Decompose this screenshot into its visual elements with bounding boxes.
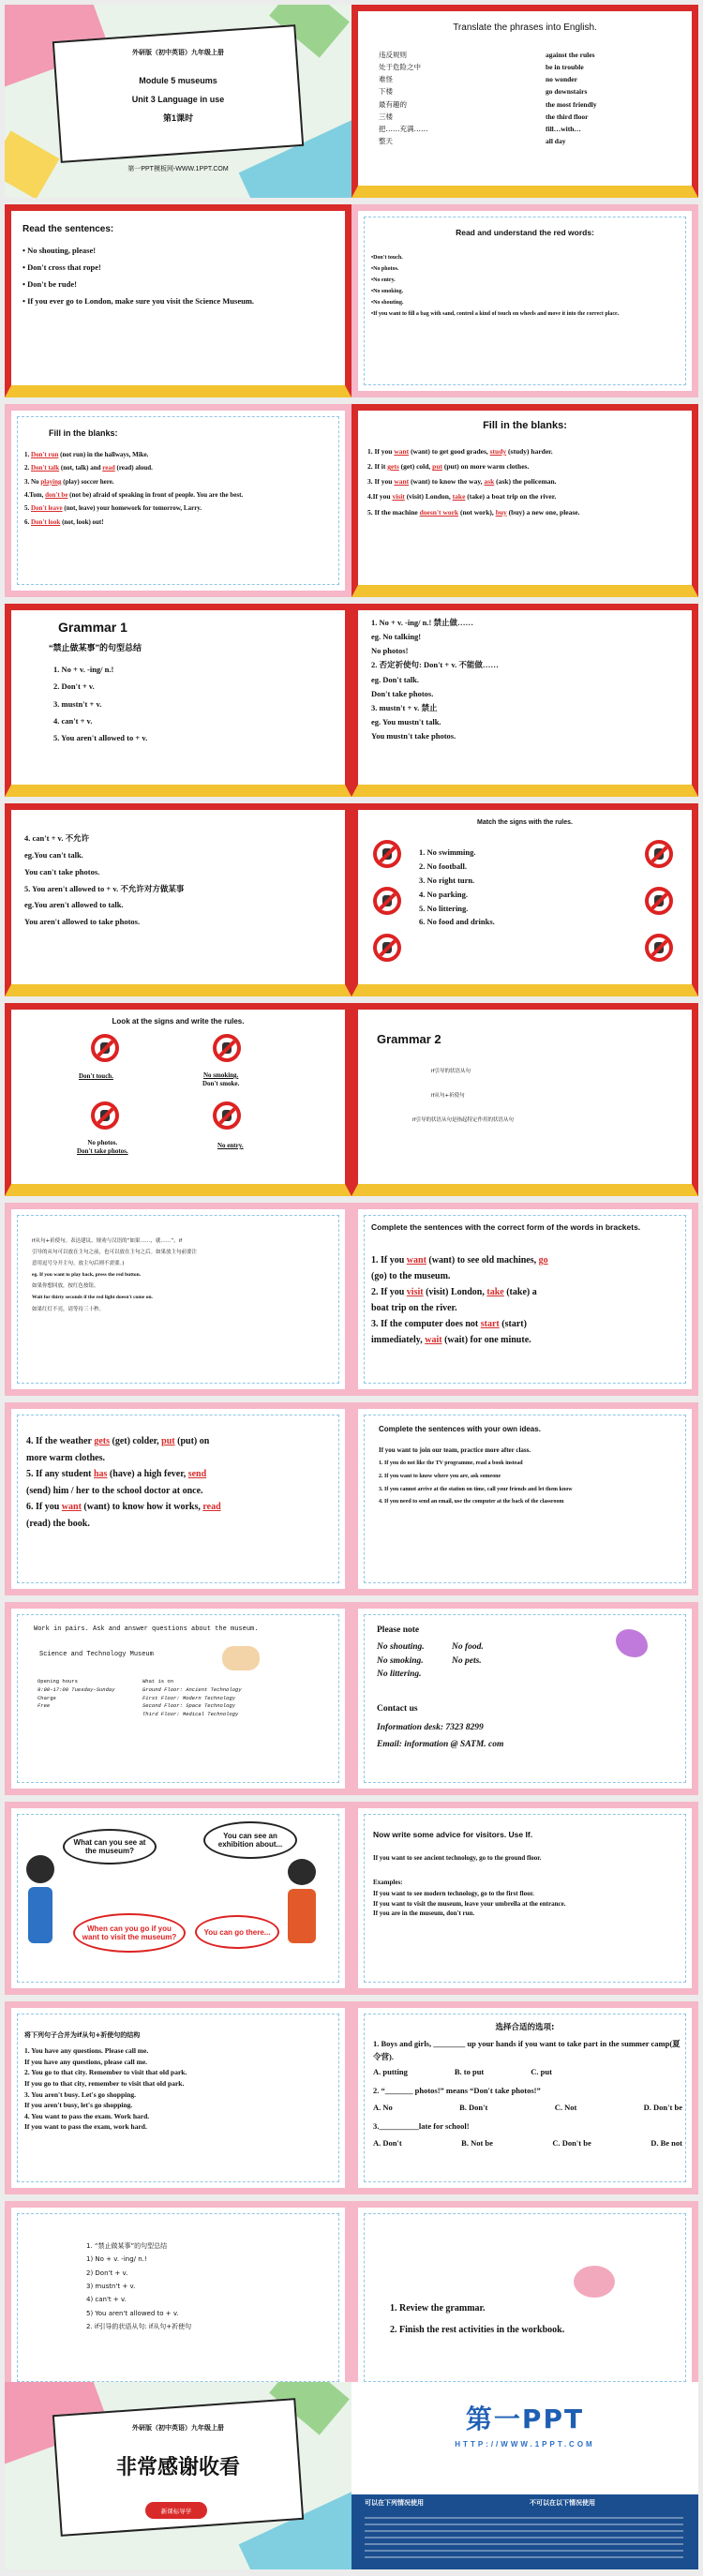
line-3: if引导的状语从句是指起特定作用的状语从句 <box>412 1117 514 1123</box>
q1-options: A. putting B. to put C. put <box>373 2067 552 2076</box>
slide-6 <box>352 404 698 597</box>
line-1: If you want to see ancient technology, go to the ground floor. <box>373 1854 542 1862</box>
slide-13 <box>5 1203 352 1396</box>
logo-url: HTTP://WWW.1PPT.COM <box>455 2440 595 2449</box>
slide-title: Look at the signs and write the rules. <box>112 1017 245 1026</box>
children-icon <box>222 1646 260 1670</box>
answer-2: No smoking. Don't smoke. <box>202 1071 240 1088</box>
slide-title: Now write some advice for visitors. Use If. <box>373 1830 533 1839</box>
slide-26 <box>352 2382 698 2569</box>
slide-title: Translate the phrases into English. <box>453 22 597 33</box>
slide-16 <box>352 1402 698 1595</box>
speech-bubble: What can you see at the museum? <box>63 1829 157 1865</box>
slide-22 <box>352 2001 698 2194</box>
footer-url: 第一PPT模板网-WWW.1PPT.COM <box>127 166 229 172</box>
no-smoking-icon <box>213 1034 241 1062</box>
slide-title: 选择合适的选项: <box>495 2023 555 2032</box>
museum-name: Science and Technology Museum <box>39 1651 154 1658</box>
slide-19 <box>5 1802 352 1995</box>
explanation: if从句+祈使句。表达建议、规劝与汉语的“如果……，就……”。if 引导的从句可以放在主句之前，也可以放在主句之后。如果放主句前要注 意用逗号分开主句。放主句后则不需要。) eg. If you want to play back, press the red button. 如果你想回放，按红色按钮。 Wait for thirty seconds if the red light doesn't come on. 如果红灯不亮，请等待三十秒。 <box>32 1238 198 1312</box>
slide-title: Complete the sentences with the correct form of the words in brackets. <box>371 1222 641 1232</box>
slide-8 <box>352 604 698 797</box>
slide-21 <box>5 2001 352 2194</box>
logo: 第一PPT <box>465 2404 585 2434</box>
no-littering-icon <box>373 934 401 962</box>
no-football-icon <box>645 887 673 915</box>
blank-list: 1. If you want (want) to get good grades, study (study) harder. 2. If it gets (get) cold, put (put) on more warm clothes. 3. If you want (want) to know the way, ask (ask) the policeman. 4.If you visit (visit) London, take (take) a boat trip on the river. 5. If the machine doesn't work (not work), buy (buy) a new one, please. <box>367 447 580 517</box>
rules-left: No shouting. No smoking. No littering. <box>377 1642 425 1680</box>
idea-list: If you want to join our team, practice more after class. 1. If you do not like the TV programme, read a book instead 2. If you want to know where you are, ask someone 3. If you cannot arrive at the station on time, call your friends and let them know 4. If you need to send an email, use the computer at the back of the classroom <box>379 1446 573 1505</box>
slide-title: Fill in the blanks: <box>483 420 567 431</box>
q2-options: A. No B. Don't C. Not D. Don't be <box>373 2103 682 2112</box>
girl-icon <box>24 1855 56 1958</box>
rules-right: No food. No pets. <box>452 1642 484 1666</box>
line-2: if从句+祈使句 <box>431 1093 465 1099</box>
slide-title: Match the signs with the rules. <box>477 819 573 826</box>
subtitle: “禁止做某事”的句型总结 <box>49 643 142 652</box>
info: Opening hours 9:00-17:00 Tuesday-Sunday Charge Free <box>37 1678 115 1710</box>
slide-4 <box>352 204 698 397</box>
floors: What is on Ground Floor: Ancient Technology First Floor: Modern Technology Second Floor: Space Technology Third Floor: Medical Technology <box>142 1678 242 1718</box>
rule-detail: 1. No + v. -ing/ n.! 禁止做…… eg. No talking! No photos! 2. 否定祈使句: Don't + v. 不能做…… eg. Don't talk. Don't take photos. 3. mustn't + v. 禁止 eg. You mustn't talk. You mustn't take photos. <box>371 618 499 741</box>
line-1: if引导的状语从句 <box>431 1069 471 1074</box>
no-right-turn-icon <box>373 840 401 868</box>
slide-24 <box>352 2201 698 2394</box>
publisher: 外研版（初中英语）九年级上册 <box>132 2425 224 2432</box>
slide-7 <box>5 604 352 797</box>
speech-bubble: You can see an exhibition about... <box>203 1821 297 1859</box>
speech-bubble: You can go there... <box>195 1915 279 1949</box>
unit: Unit 3 Language in use <box>131 95 225 104</box>
slide-12 <box>352 1003 698 1196</box>
slide-1 <box>5 5 352 198</box>
homework-list: 1. Review the grammar. 2. Finish the rest activities in the workbook. <box>390 2303 565 2335</box>
slide-title: Read and understand the red words: <box>456 228 594 237</box>
slide-3 <box>5 204 352 397</box>
slide-title: Grammar 1 <box>58 620 127 635</box>
no-photos-icon <box>91 1101 119 1130</box>
word-list: •Don't touch. •No photos. •No entry. •No smoking. •No shouting. •If you want to fill a bag with sand, control a kind of touch on wheels and move it into the correct place. <box>371 255 620 317</box>
link-lines <box>365 2517 683 2560</box>
answer-3: No photos. Don't take photos. <box>77 1139 128 1156</box>
q2: 2. “_______ photos!” means “Don't take photos!” <box>373 2086 541 2095</box>
publisher: 外研版（初中英语）九年级上册 <box>132 50 224 56</box>
example-list: If you want to see modern technology, go to the first floor. If you want to visit the museum, leave your umbrella at the entrance. If you are in the museum, don't run. <box>373 1890 566 1917</box>
slide-17 <box>5 1602 352 1795</box>
sentence-list: 1. If you want (want) to see old machines, go (go) to the museum. 2. If you visit (visit) London, take (take) a boat trip on the river. 3. If the computer does not start (start) immediately, wait (wait) for one minute. <box>371 1255 548 1345</box>
q3: 3.__________late for school! <box>373 2121 470 2131</box>
can-use-heading: 可以在下列情况使用 <box>365 2499 424 2507</box>
cn-list: 违反规则 处于危险之中 难怪 下楼 最有趣的 三楼 把……充满…… 整天 <box>379 51 428 145</box>
cannot-use-heading: 不可以在以下情况使用 <box>530 2499 595 2507</box>
cartoon-icon <box>574 2266 615 2298</box>
answer-4: No entry. <box>217 1142 244 1149</box>
slide-15 <box>5 1402 352 1595</box>
slide-23 <box>5 2201 352 2394</box>
sentence-list: 4. If the weather gets (get) colder, put (put) on more warm clothes. 5. If any student has (have) a high fever, send (send) him / her to the school doctor at once. 6. If you want (want) to know how it works, read (read) the book. <box>26 1436 221 1529</box>
slide-18 <box>352 1602 698 1795</box>
sentence-list: • No shouting, please! • Don't cross that rope! • Don't be rude! • If you ever go to London, make sure you visit the Science Museum. <box>22 246 255 306</box>
slide-11 <box>5 1003 352 1196</box>
title-card <box>52 24 304 163</box>
thanks-title: 非常感谢收看 <box>115 2456 240 2479</box>
no-parking-icon <box>645 934 673 962</box>
module: Module 5 museums <box>139 76 217 85</box>
slide-title: Grammar 2 <box>377 1032 441 1046</box>
answer-1: Don't touch. <box>79 1072 113 1080</box>
en-list: against the rules be in trouble no wonder go downstairs the most friendly the third floor fill…with… all day <box>546 51 597 145</box>
slide-25 <box>5 2382 352 2569</box>
email: Email: information @ SATM. com <box>377 1740 504 1749</box>
rule-detail: 4. can't + v. 不允许 eg.You can't talk. You can't take photos. 5. You aren't allowed to + v. 不允许对方做某事 eg.You aren't allowed to talk. You aren't allowed to take photos. <box>24 833 185 927</box>
desk: Information desk: 7323 8299 <box>377 1723 484 1732</box>
period: 第1课时 <box>162 113 193 123</box>
q1: 1. Boys and girls, ________ up your hands if you want to take part in the summer camp(夏令营). <box>373 2039 681 2061</box>
slide-2 <box>352 5 698 198</box>
boy-icon <box>283 1859 321 1962</box>
slide-5 <box>5 404 352 597</box>
lesson-button[interactable]: 新课标导学 <box>145 2502 207 2519</box>
slide-title: Complete the sentences with your own ideas. <box>379 1425 541 1433</box>
please-note: Please note <box>377 1625 420 1635</box>
speech-bubble: When can you go if you want to visit the museum? <box>73 1913 186 1953</box>
slide-title: Fill in the blanks: <box>49 428 118 438</box>
no-food-icon <box>373 887 401 915</box>
slide-10 <box>352 803 698 996</box>
slide-14 <box>352 1203 698 1396</box>
blank-list: 1. Don't run (not run) in the hallways, Mike. 2. Don't talk (not, talk) and read (read) aloud. 3. No playing (play) soccer here. 4.Tom, don't be (not be) afraid of speaking in front of people. You are the best. 5. Don't leave (not, leave) your homework for tomorrow, Larry. 6. Don't look (not, look) out! <box>24 451 244 526</box>
q3-options: A. Don't B. Not be C. Don't be D. Be not <box>373 2138 682 2148</box>
no-entry-icon <box>213 1101 241 1130</box>
slide-title: Read the sentences: <box>22 224 114 234</box>
examples-label: Examples: <box>373 1879 403 1886</box>
no-swimming-icon <box>645 840 673 868</box>
slide-title: Work in pairs. Ask and answer questions about the museum. <box>34 1625 259 1633</box>
slide-20 <box>352 1802 698 1995</box>
contact: Contact us <box>377 1704 418 1714</box>
rule-list: 1. No swimming. 2. No football. 3. No right turn. 4. No parking. 5. No littering. 6. No food and drinks. <box>419 847 495 927</box>
summary-list: 1. “禁止做某事”的句型总结 1) No + v. -ing/ n.! 2) Don't + v. 3) mustn't + v. 4) can't + v. 5) You aren't allowed to + v. 2. if引导的状语从句: if从句+祈使句 <box>86 2242 192 2331</box>
no-touching-icon <box>91 1034 119 1062</box>
rule-list: 1. No + v. -ing/ n.! 2. Don't + v. 3. mustn't + v. 4. can't + v. 5. You aren't allowed to + v. <box>53 665 148 743</box>
slide-title: 将下列句子合并为if从句+祈使句的结构 <box>24 2031 141 2039</box>
combine-list: 1. You have any questions. Please call me. If you have any questions, please call me. 2. You go to that city. Remember to visit that old park. If you go to that city, remember to visit that old park. 3. You aren't busy. Let's go shopping. If you aren't busy, let's go shopping. 4. You want to pass the exam. Work hard. If you want to pass the exam, work hard. <box>24 2046 187 2132</box>
slide-9 <box>5 803 352 996</box>
